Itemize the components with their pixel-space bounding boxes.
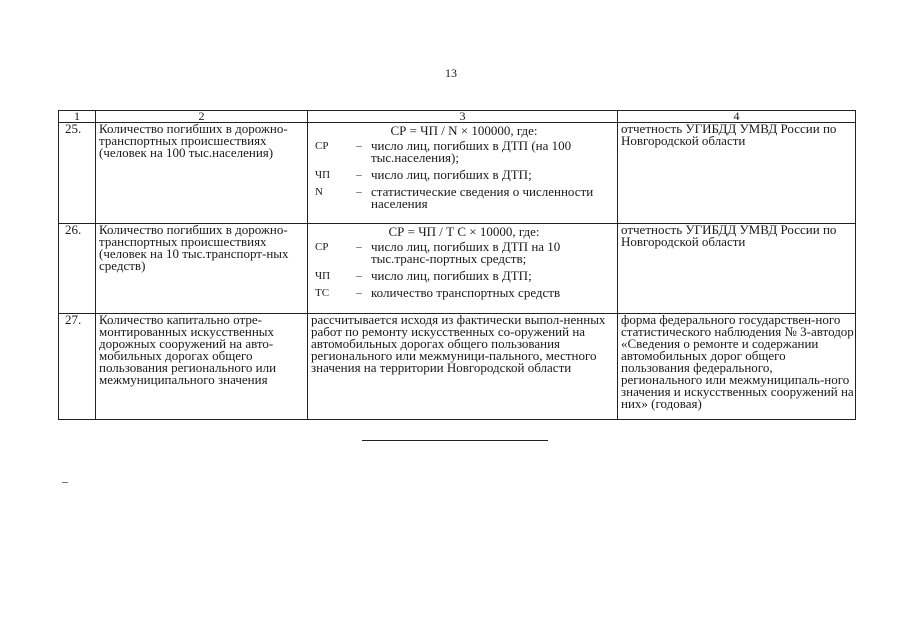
variable-dash: – (356, 287, 362, 299)
variable-row (311, 164, 617, 181)
variable-dash: – (356, 270, 362, 282)
variable-dash: – (356, 140, 362, 152)
header-col-4: 4 (618, 111, 856, 123)
variable-symbol: СР (315, 140, 329, 152)
variable-row (311, 181, 617, 210)
data-source: форма федерального государствен-ного статистического наблюдения № 3-автодор «Сведения о ремонте и содержании автомобильных дорог общего пользования федерального, регионального или межмуниципаль-ного значения и искусственных сооружений на них» (годовая) (618, 314, 856, 420)
table-row (59, 123, 856, 224)
table-row (59, 314, 856, 420)
page-number: 13 (445, 66, 457, 80)
variable-row (311, 241, 617, 265)
variable-symbol: ЧП (315, 169, 331, 181)
indicators-table (58, 110, 856, 420)
indicator-name: Количество погибших в дорожно-транспортных происшествиях (человек на 100 тыс.населения) (96, 123, 308, 224)
variable-row (311, 265, 617, 282)
variables-list (311, 241, 617, 299)
table-row (59, 224, 856, 314)
header-col-2: 2 (96, 111, 308, 123)
indicator-name: Количество капитально отре-монтированных искусственных дорожных сооружений на авто-мобильных дорогах общего пользования регионального или межмуниципального значения (96, 314, 308, 420)
calculation-cell (308, 224, 618, 314)
data-source: отчетность УГИБДД УМВД России по Новгородской области (618, 123, 856, 224)
calculation-method: рассчитывается исходя из фактически выпол-ненных работ по ремонту искусственных со-оружений на автомобильных дорогах общего пользования регионального или межмуници-пального, местного значения на территории Новгородской области (308, 314, 618, 420)
variable-description: число лиц, погибших в ДТП; (371, 268, 532, 283)
separator-line (362, 440, 548, 441)
variable-dash: – (356, 241, 362, 253)
header-col-1: 1 (59, 111, 96, 123)
variable-description: количество транспортных средств (371, 285, 561, 300)
formula: СР = ЧП / Т С × 10000, где: (388, 224, 540, 239)
indicator-name: Количество погибших в дорожно-транспортных происшествиях (человек на 10 тыс.транспорт-ных средств) (96, 224, 308, 314)
variable-symbol: ТС (315, 287, 330, 299)
row-number: 26. (59, 224, 96, 314)
row-number: 27. (59, 314, 96, 420)
variable-symbol: N (315, 186, 323, 198)
calculation-cell (308, 123, 618, 224)
variable-row (311, 140, 617, 164)
header-col-3: 3 (308, 111, 618, 123)
variable-row (311, 282, 617, 299)
footer-dash: – (62, 474, 68, 488)
variable-description: число лиц, погибших в ДТП; (371, 167, 532, 182)
variable-symbol: СР (315, 241, 329, 253)
variable-dash: – (356, 169, 362, 181)
variable-symbol: ЧП (315, 270, 331, 282)
formula: СР = ЧП / N × 100000, где: (390, 123, 538, 138)
variable-dash: – (356, 186, 362, 198)
row-number: 25. (59, 123, 96, 224)
variables-list (311, 140, 617, 210)
variable-description: число лиц, погибших в ДТП (на 100 тыс.населения); (371, 138, 572, 165)
data-source: отчетность УГИБДД УМВД России по Новгородской области (618, 224, 856, 314)
variable-description: число лиц, погибших в ДТП на 10 тыс.транс-портных средств; (371, 239, 561, 266)
variable-description: статистические сведения о численности населения (371, 184, 594, 211)
